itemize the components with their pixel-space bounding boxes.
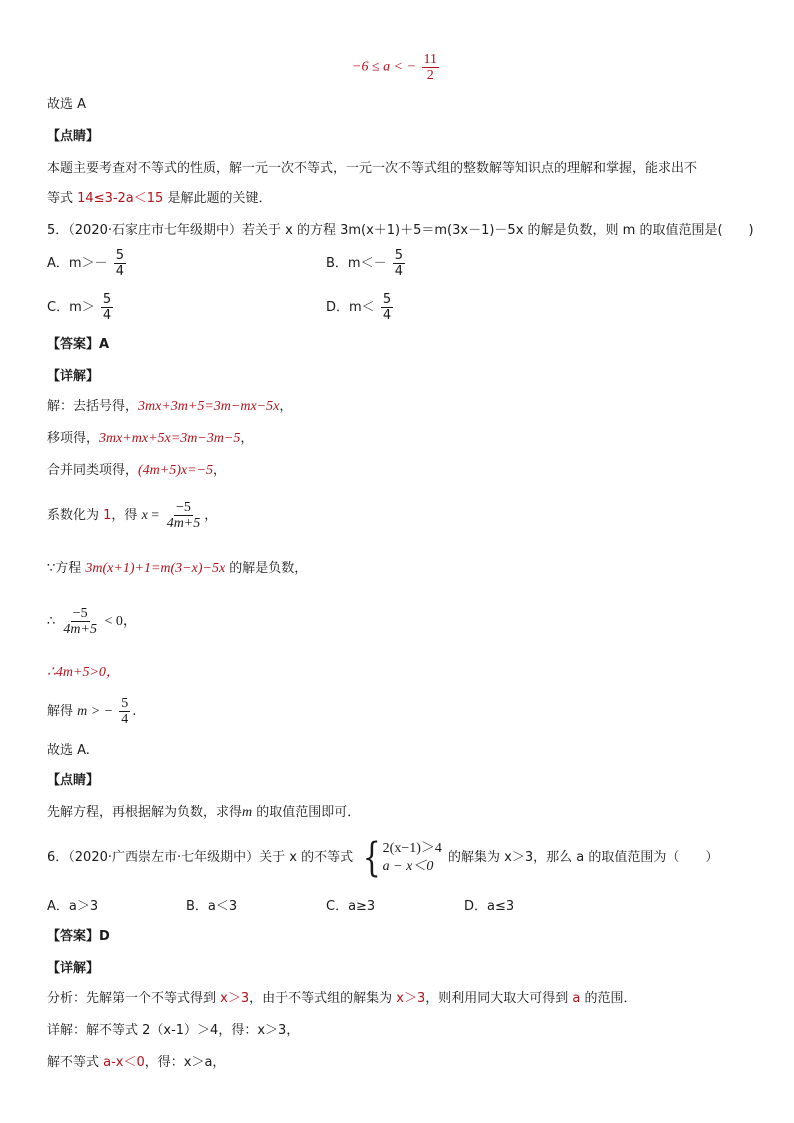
q5-step3: 合并同类项得，(4m+5)x=−5， [47,463,227,478]
q5-detail-label: 【详解】 [47,369,100,384]
q6-option-c: C．a≥3 [326,899,376,914]
prev-choose: 故选 A [47,97,87,112]
q5-option-c: C．m＞ $\frac{5}{4}$ [47,292,112,323]
top-inequality-fraction [422,52,439,83]
q5-answer: 【答案】A [47,337,110,352]
q5-step2: 移项得，3mx+mx+5x=3m−3m−5， [47,431,254,446]
top-fraction-den: 2 [426,68,434,83]
q5-step8: 解得 m > − $\frac{5}{4}$ . [47,696,137,727]
q5-choose: 故选 A. [47,743,90,758]
q5-option-d: D．m＜ $\frac{5}{4}$ [326,292,392,323]
q6-option-a: A．a＞3 [47,899,99,914]
q6-analysis: 分析：先解第一个不等式得到 x＞3，由于不等式组的解集为 x＞3，则利用同大取大可得到 a 的范围． [47,991,637,1006]
q6-stem: 6．（2020·广西崇左市·七年级期中）关于 x 的不等式 { 2(x−1)＞4 a − x＜0 的解集为 x＞3，那么 a 的取值范围为（ ） [47,835,719,881]
q5-option-b: B．m＜－ $\frac{5}{4}$ [326,248,404,279]
prev-dianjing-line2: 等式 14≤3-2a＜15 是解此题的关键． [47,191,272,206]
q5-step4: 系数化为 1，得 x = $\frac{-5}{4m+5}$ ， [47,500,218,531]
q5-step6: ∴ $\frac{-5}{4m+5}$ < 0， [47,606,137,637]
q5-dianjing-label: 【点睛】 [47,773,100,788]
q5-dianjing: 先解方程，再根据解为负数，求得m 的取值范围即可． [47,805,361,820]
q5-step1: 解：去括号得，3mx+3m+5=3m−mx−5x， [47,399,293,414]
q5-option-a: A．m＞－ $\frac{5}{4}$ [47,248,124,279]
prev-dianjing-line1: 本题主要考查对不等式的性质，解一元一次不等式，一元一次不等式组的整数解等知识点的理解和掌握，能求出不 [47,161,698,176]
q5-stem: 5．（2020·石家庄市七年级期中）若关于 x 的方程 3m(x＋1)＋5＝m(3x－1)－5x 的解是负数，则 m 的取值范围是( ) [47,223,754,238]
q6-solution-1: 详解：解不等式 2（x-1）＞4，得：x＞3， [47,1023,300,1038]
q6-option-b: B．a＜3 [186,899,238,914]
q6-answer: 【答案】D [47,929,110,944]
q5-step7: ∴4m+5>0， [47,665,120,680]
q6-option-d: D．a≤3 [464,899,515,914]
top-fraction-num: 11 [423,52,438,67]
prev-dianjing-label: 【点睛】 [47,129,100,144]
q6-inequality-system: { 2(x−1)＞4 a − x＜0 [363,835,442,881]
top-inequality-left: −6 ≤ a < − [352,59,417,75]
top-inequality [352,52,441,83]
q6-solution-2: 解不等式 a-x＜0，得：x＞a， [47,1055,226,1070]
q6-detail-label: 【详解】 [47,961,100,976]
q5-step5: ∵方程 3m(x+1)+1=m(3−x)−5x 的解是负数， [47,561,308,576]
